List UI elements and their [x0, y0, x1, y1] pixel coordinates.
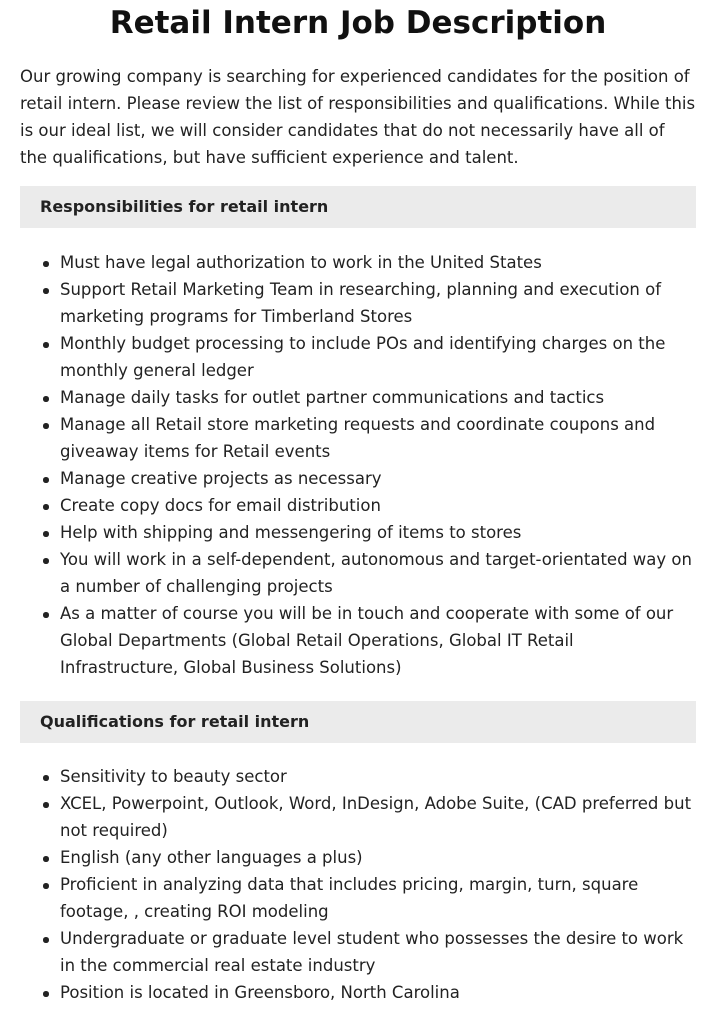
list-item: Monthly budget processing to include POs and identifying charges on the monthly general ledger	[60, 330, 696, 384]
page-title: Retail Intern Job Description	[109, 5, 607, 41]
list-item: Undergraduate or graduate level student who possesses the desire to work in the commercial real estate industry	[60, 925, 696, 979]
list-item: English (any other languages a plus)	[60, 844, 696, 871]
qualifications-header: Qualifications for retail intern	[20, 701, 696, 743]
job-description-page	[20, 0, 696, 1006]
list-item: Manage creative projects as necessary	[60, 465, 696, 492]
list-item: Create copy docs for email distribution	[60, 492, 696, 519]
responsibilities-list	[20, 249, 696, 681]
list-item: Sensitivity to beauty sector	[60, 763, 696, 790]
list-item: Proficient in analyzing data that includes pricing, margin, turn, square footage, , creating ROI modeling	[60, 871, 696, 925]
list-item: Manage all Retail store marketing requests and coordinate coupons and giveaway items for Retail events	[60, 411, 696, 465]
list-item: Position is located in Greensboro, North Carolina	[60, 979, 696, 1006]
list-item: Must have legal authorization to work in the United States	[60, 249, 696, 276]
responsibilities-header: Responsibilities for retail intern	[20, 186, 696, 228]
intro-paragraph: Our growing company is searching for experienced candidates for the position of retail intern. Please review the list of responsibilities and qualifications. While this is our ideal list, we will consider candidates that do not necessarily have all of the qualifications, but have sufficient experience and talent.	[20, 67, 696, 167]
list-item: As a matter of course you will be in touch and cooperate with some of our Global Departments (Global Retail Operations, Global IT Retail Infrastructure, Global Business Solutions)	[60, 600, 696, 681]
list-item: You will work in a self-dependent, autonomous and target-orientated way on a number of challenging projects	[60, 546, 696, 600]
list-item: Manage daily tasks for outlet partner communications and tactics	[60, 384, 696, 411]
list-item: Support Retail Marketing Team in researching, planning and execution of marketing programs for Timberland Stores	[60, 276, 696, 330]
list-item: XCEL, Powerpoint, Outlook, Word, InDesign, Adobe Suite, (CAD preferred but not required)	[60, 790, 696, 844]
list-item: Help with shipping and messengering of items to stores	[60, 519, 696, 546]
qualifications-list	[20, 763, 696, 1006]
